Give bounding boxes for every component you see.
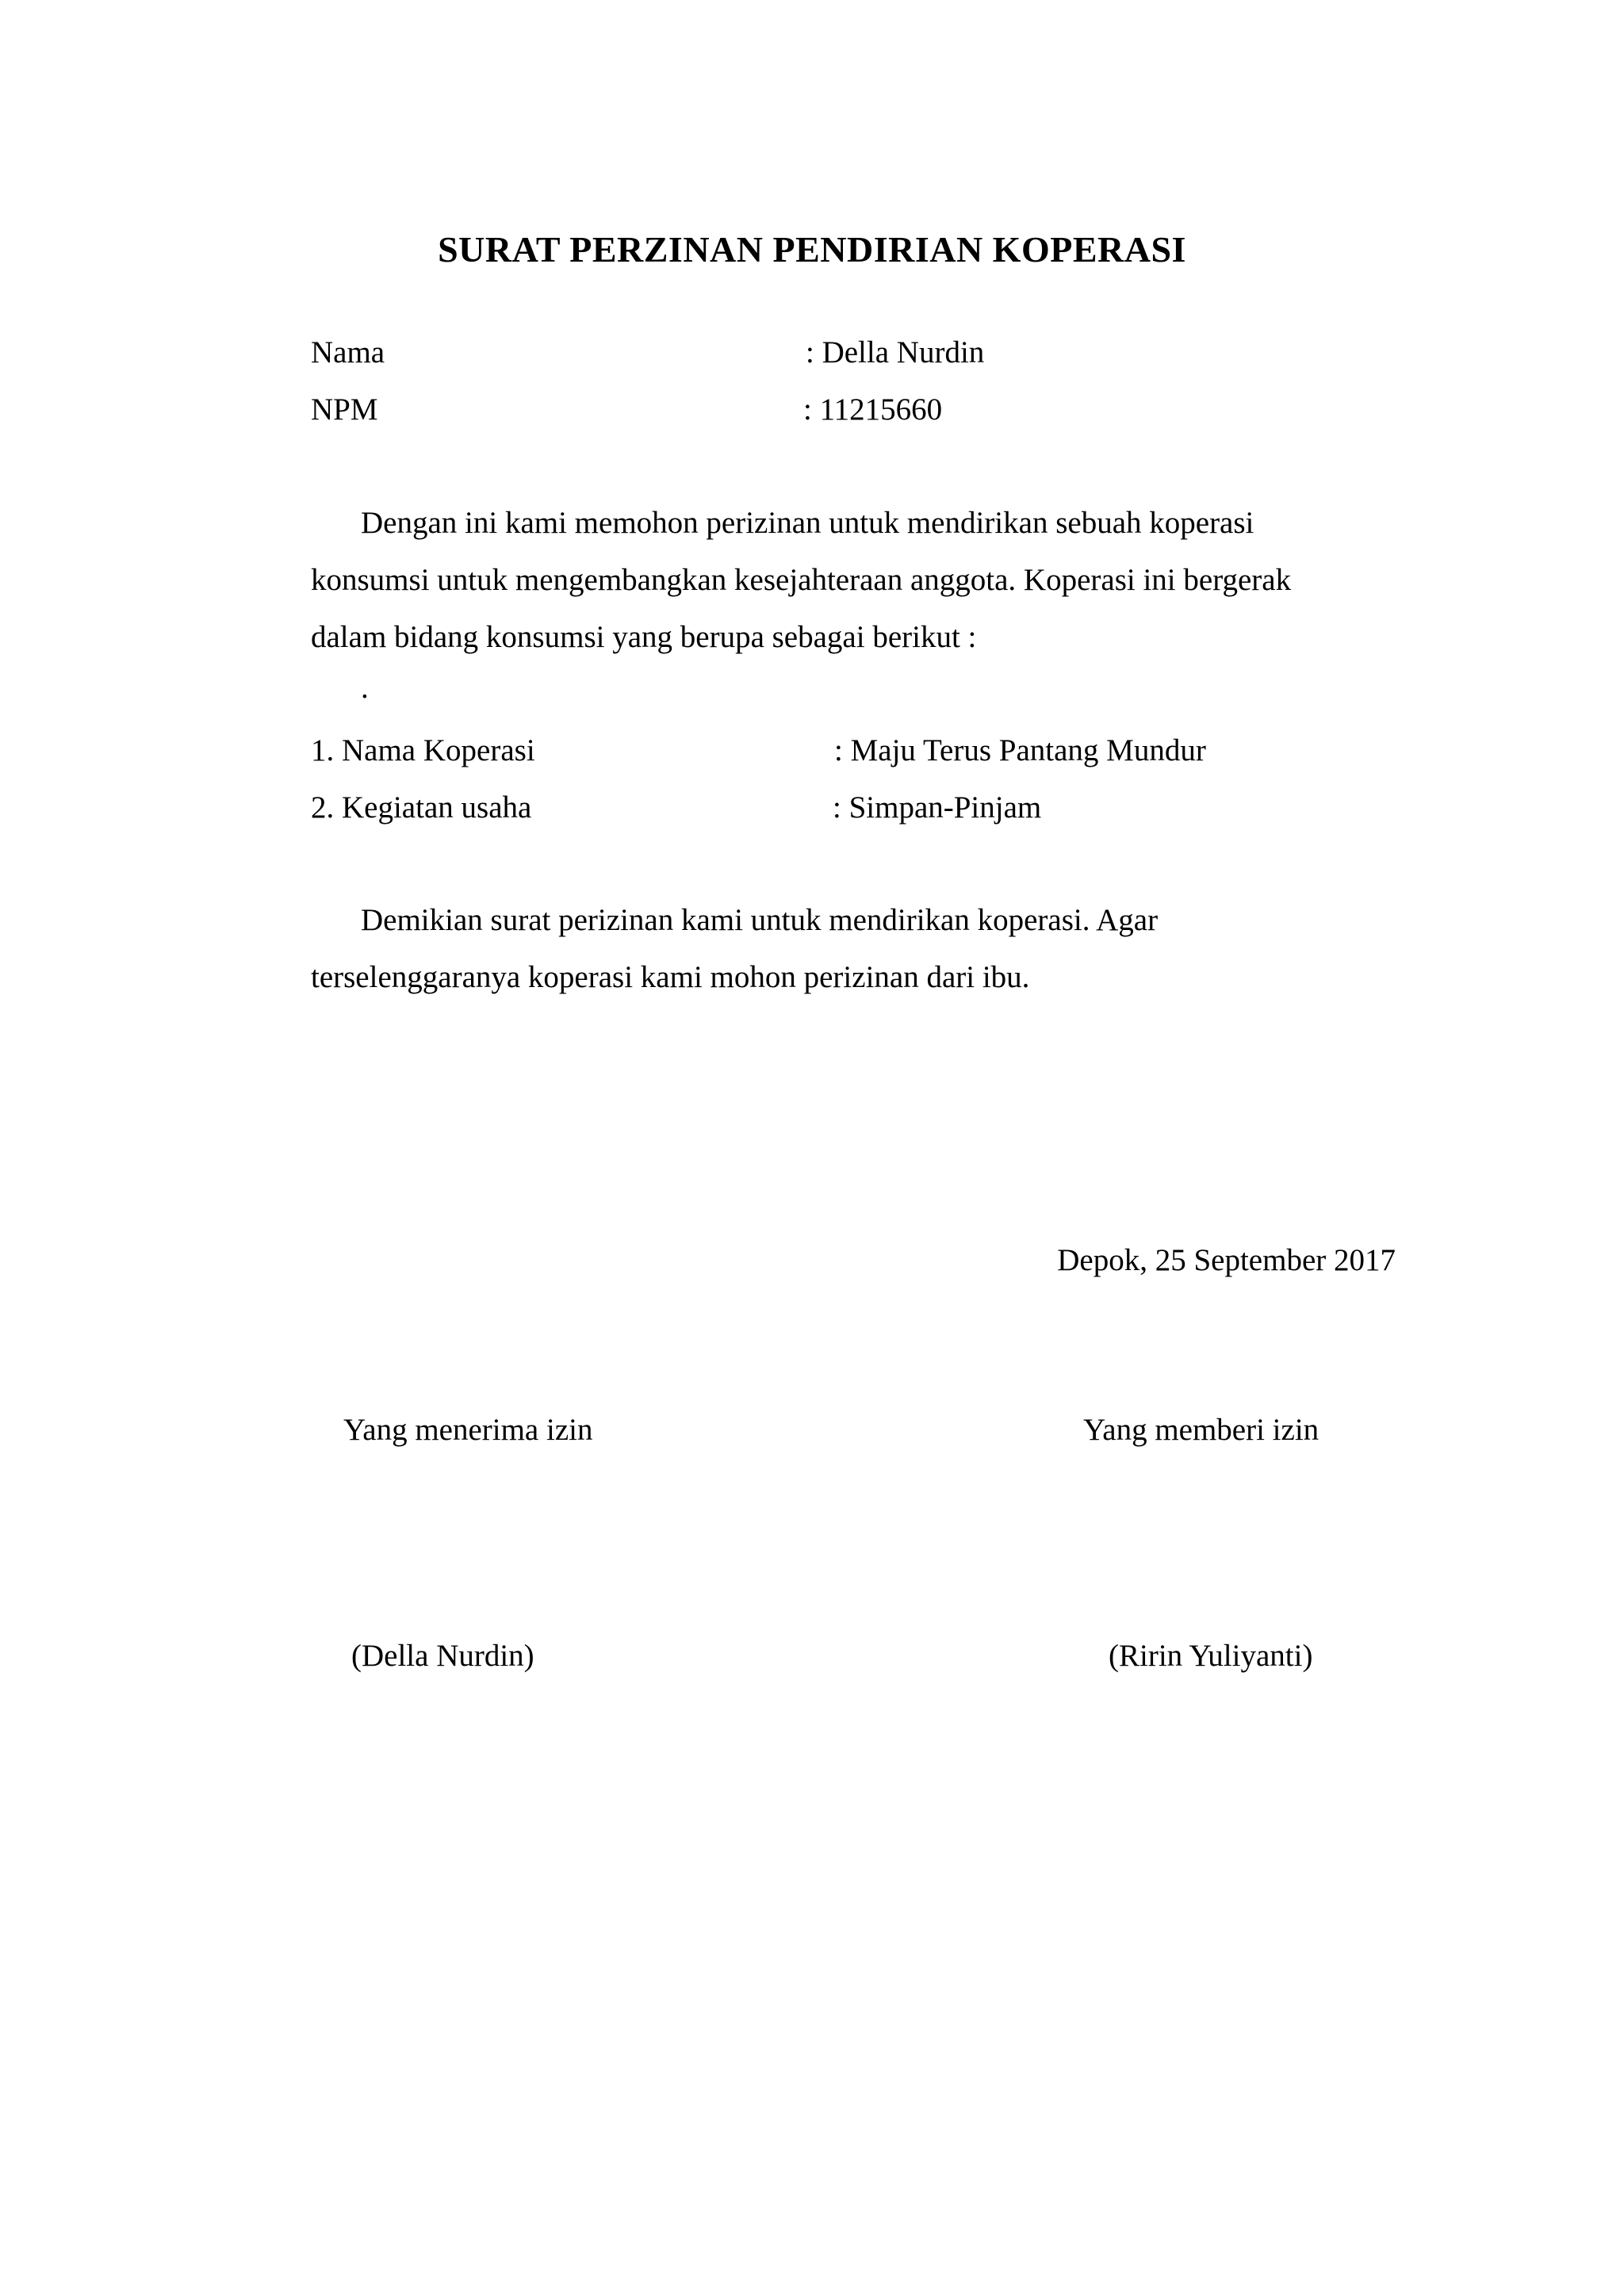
signature-right-role: Yang memberi izin [1083, 1413, 1320, 1447]
signature-right-name: (Ririn Yuliyanti) [1109, 1639, 1313, 1673]
intro-line-1: Dengan ini kami memohon perizinan untuk mendirikan sebuah koperasi [361, 506, 1254, 540]
closing-line-2: terselenggaranya koperasi kami mohon perizinan dari ibu. [311, 960, 1030, 994]
closing-line-1: Demikian surat perizinan kami untuk mendirikan koperasi. Agar [361, 903, 1159, 937]
field-name-value: : Della Nurdin [806, 335, 985, 369]
signature-left-role: Yang menerima izin [343, 1413, 593, 1447]
item-1-value: : Maju Terus Pantang Mundur [834, 733, 1206, 767]
document-title: SURAT PERZINAN PENDIRIAN KOPERASI [438, 229, 1186, 270]
field-name-label: Nama [311, 335, 385, 369]
field-npm-value: : 11215660 [803, 392, 943, 427]
signature-left-name: (Della Nurdin) [351, 1639, 534, 1673]
intro-line-2: konsumsi untuk mengembangkan kesejahteraan anggota. Koperasi ini bergerak [311, 563, 1292, 597]
place-date: Depok, 25 September 2017 [1057, 1243, 1396, 1277]
stray-dot: . [361, 671, 369, 705]
field-npm-label: NPM [311, 392, 378, 427]
item-2-value: : Simpan-Pinjam [833, 790, 1042, 825]
item-2-label: 2. Kegiatan usaha [311, 790, 532, 825]
item-1-label: 1. Nama Koperasi [311, 733, 535, 767]
intro-line-3: dalam bidang konsumsi yang berupa sebagai berikut : [311, 620, 977, 654]
